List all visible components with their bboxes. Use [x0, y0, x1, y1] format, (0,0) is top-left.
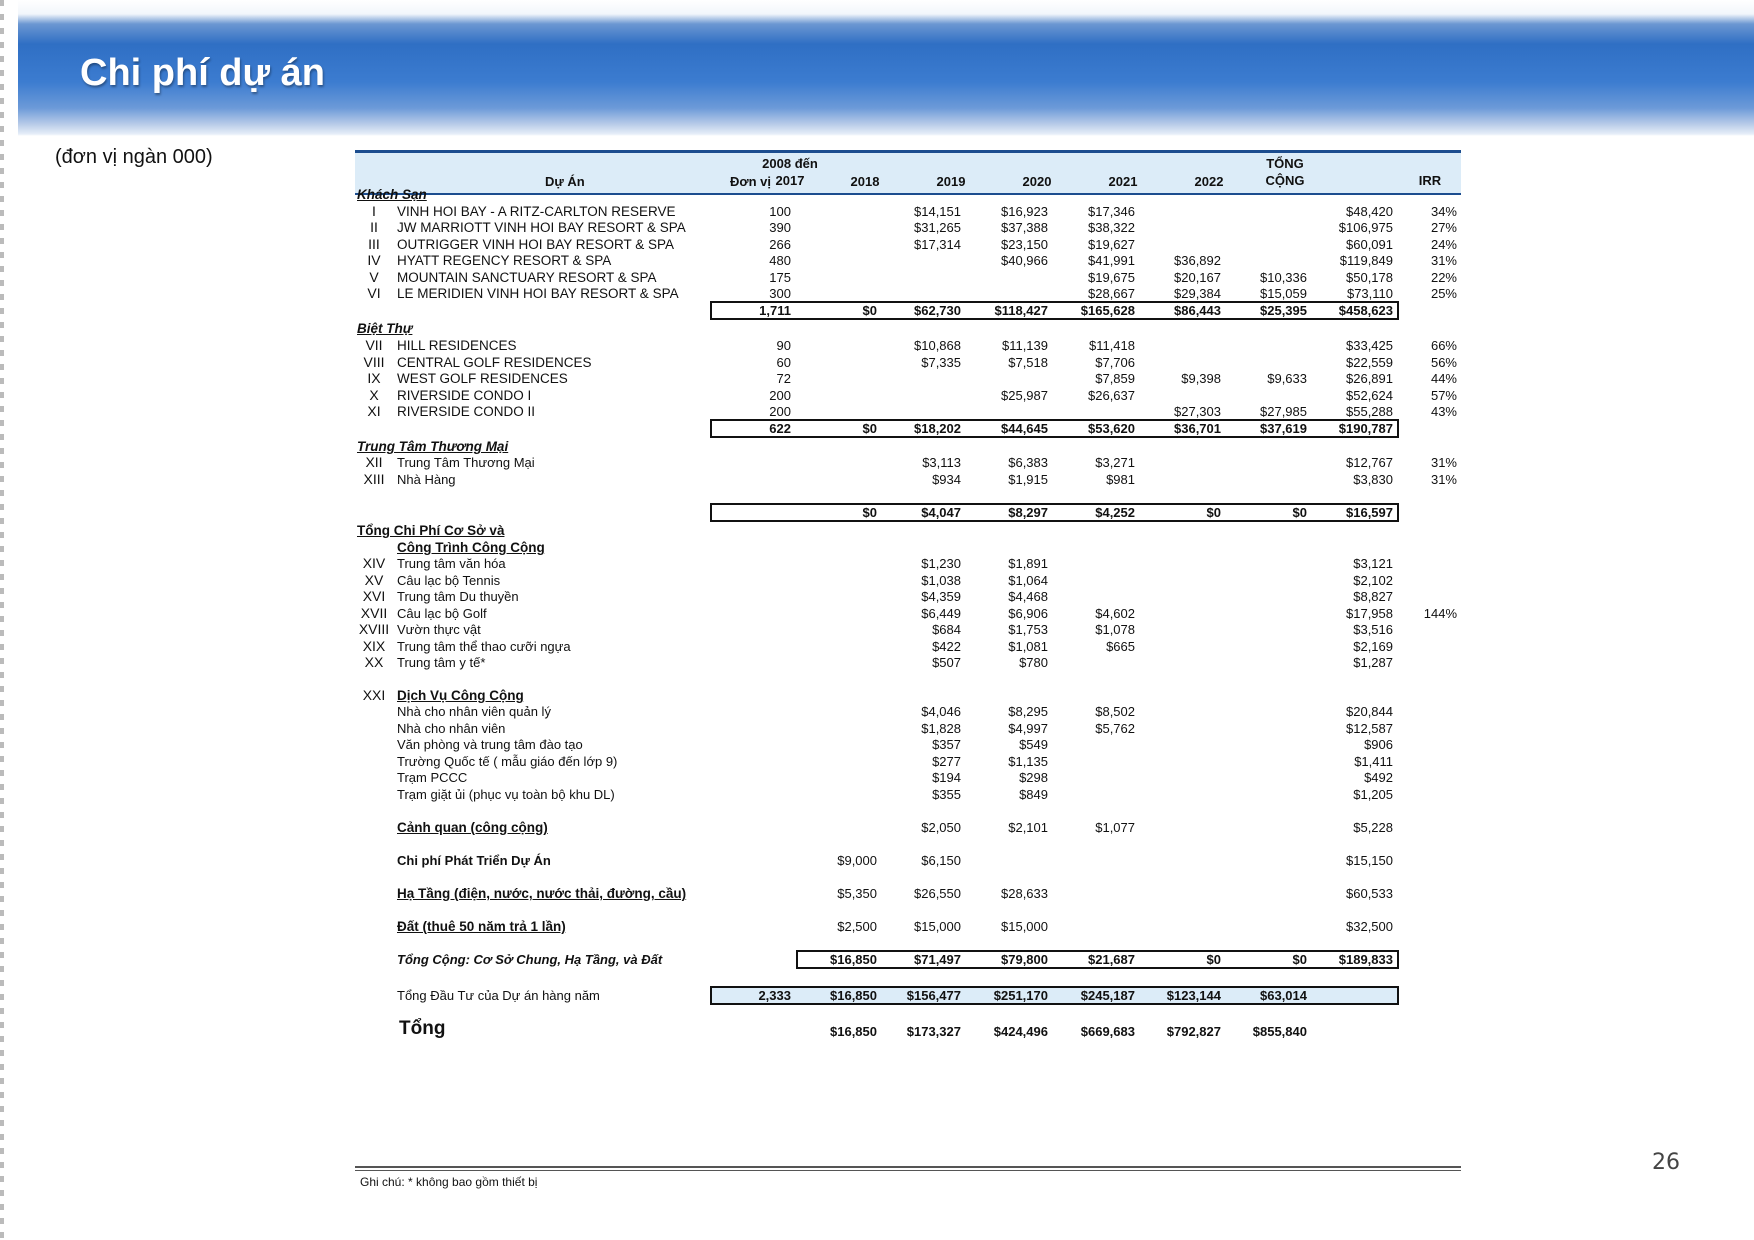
table-row: [355, 786, 1461, 803]
cell-v2020: $41,991: [1088, 253, 1135, 268]
cell-units: 100: [769, 204, 791, 219]
table-row: [355, 885, 1461, 902]
cell-v2008: $16,850: [830, 952, 877, 967]
cell-v2008: $2,500: [837, 919, 877, 934]
row-label: LE MERIDIEN VINH HOI BAY RESORT & SPA: [397, 286, 679, 301]
section-heading: Trung Tâm Thương Mại: [357, 439, 509, 454]
cell-v2022: $10,336: [1260, 270, 1307, 285]
header-2008-line1: 2008 đến: [762, 156, 818, 171]
row-label: MOUNTAIN SANCTUARY RESORT & SPA: [397, 270, 657, 285]
cell-v2018: $934: [932, 472, 961, 487]
cell-total: $3,516: [1353, 622, 1393, 637]
cell-v2018: $2,050: [921, 820, 961, 835]
row-roman-numeral: I: [372, 203, 376, 219]
cell-total: $2,102: [1353, 573, 1393, 588]
cell-total: $48,420: [1346, 204, 1393, 219]
cell-v2021: $20,167: [1174, 270, 1221, 285]
cell-v2018: $15,000: [914, 919, 961, 934]
cell-v2019: $16,923: [1001, 204, 1048, 219]
cell-total: $55,288: [1346, 404, 1393, 419]
cell-v2019: $11,139: [1001, 338, 1048, 353]
cell-total: $16,597: [1346, 505, 1393, 520]
cell-irr: 44%: [1430, 371, 1457, 386]
section-heading-row: [355, 320, 1461, 337]
row-label: Nhà Hàng: [397, 472, 456, 487]
table-row: [355, 555, 1461, 572]
row-label: Tổng Đầu Tư của Dự án hàng năm: [397, 988, 600, 1003]
cell-v2020: $1,077: [1095, 820, 1135, 835]
cell-total: $2,169: [1353, 639, 1393, 654]
cell-v2020: $8,502: [1095, 704, 1135, 719]
cell-total: $50,178: [1346, 270, 1393, 285]
cell-v2018: $1,230: [921, 556, 961, 571]
cell-v2018: $6,449: [921, 606, 961, 621]
cell-v2018: $4,047: [921, 505, 961, 520]
cell-total: $52,624: [1346, 388, 1393, 403]
cell-v2019: $37,388: [1001, 220, 1048, 235]
header-2022: 2022: [1194, 174, 1224, 189]
table-row: [355, 588, 1461, 605]
cell-v2018: $355: [932, 787, 961, 802]
row-label: CENTRAL GOLF RESIDENCES: [397, 355, 592, 370]
cell-units: 2,333: [758, 988, 791, 1003]
cell-irr: 31%: [1430, 253, 1457, 268]
cell-v2020: $165,628: [1080, 303, 1135, 318]
cell-total: $32,500: [1346, 919, 1393, 934]
row-roman-numeral: X: [369, 387, 379, 403]
cell-v2008: $16,850: [830, 988, 877, 1003]
row-label: Câu lạc bộ Tennis: [397, 573, 501, 588]
cell-v2019: $298: [1019, 770, 1048, 785]
row-label: Đất (thuê 50 năm trả 1 lần): [397, 919, 566, 934]
table-row: [355, 285, 1461, 302]
cell-units: 200: [769, 388, 791, 403]
section-heading-row: [355, 438, 1461, 455]
cell-units: 622: [769, 421, 791, 436]
row-roman-numeral: VIII: [363, 354, 385, 370]
table-row: [355, 621, 1461, 638]
cell-v2021: $29,384: [1174, 286, 1221, 301]
row-roman-numeral: IX: [367, 370, 381, 386]
cell-irr: 27%: [1430, 220, 1457, 235]
cell-v2020: $245,187: [1080, 988, 1135, 1003]
header-2018: 2018: [850, 174, 880, 189]
table-row: [355, 387, 1461, 404]
cell-irr: 25%: [1430, 286, 1457, 301]
cell-v2018: $357: [932, 737, 961, 752]
header-total-line2: CỘNG: [1265, 173, 1305, 188]
cell-v2019: $1,064: [1008, 573, 1048, 588]
row-roman-numeral: V: [369, 269, 379, 285]
table-row: [355, 403, 1461, 420]
cell-v2021: $0: [1206, 952, 1221, 967]
cell-v2019: $118,427: [994, 303, 1048, 318]
cell-irr: 144%: [1423, 606, 1457, 621]
cell-v2018: $422: [932, 639, 961, 654]
cell-v2018: $1,828: [921, 721, 961, 736]
cell-v2019: $1,891: [1008, 556, 1048, 571]
cell-irr: 31%: [1430, 472, 1457, 487]
header-2021: 2021: [1108, 174, 1138, 189]
cell-irr: 34%: [1430, 204, 1457, 219]
row-label: Chi phí Phát Triển Dự Án: [397, 853, 551, 868]
row-roman-numeral: XV: [364, 572, 384, 588]
cell-units: 175: [769, 270, 791, 285]
row-label: Trung Tâm Thương Mại: [397, 455, 535, 470]
cell-total: $60,533: [1346, 886, 1393, 901]
footnote: Ghi chú: * không bao gồm thiết bị: [360, 1175, 538, 1189]
cell-v2018: $6,150: [921, 853, 961, 868]
header-2008-line2: 2017: [775, 173, 805, 188]
cell-v2019: $251,170: [993, 988, 1048, 1003]
cell-v2022: $0: [1292, 952, 1307, 967]
cell-v2008: $16,850: [830, 1024, 877, 1039]
table-row: [355, 1018, 1461, 1040]
cell-v2019: $7,518: [1008, 355, 1048, 370]
row-roman-numeral: XVI: [362, 588, 386, 604]
row-roman-numeral: XIX: [362, 638, 386, 654]
cell-irr: 57%: [1430, 388, 1457, 403]
cell-v2018: $14,151: [914, 204, 961, 219]
cell-v2019: $780: [1019, 655, 1048, 670]
header-2019: 2019: [936, 174, 966, 189]
table-row: [355, 471, 1461, 488]
table-row: [355, 370, 1461, 387]
cell-v2021: $36,892: [1174, 253, 1221, 268]
table-row: [355, 236, 1461, 253]
cell-v2021: $27,303: [1174, 404, 1221, 419]
cell-v2008: $0: [862, 505, 877, 520]
cell-units: 480: [769, 253, 791, 268]
section-heading-row: [355, 186, 1461, 203]
cell-total: $119,849: [1339, 253, 1393, 268]
unit-note: (đơn vị ngàn 000): [55, 146, 213, 168]
cell-v2019: $6,383: [1008, 455, 1048, 470]
cell-v2019: $28,633: [1001, 886, 1048, 901]
cell-v2008: $0: [862, 421, 877, 436]
row-label: HYATT REGENCY RESORT & SPA: [397, 253, 612, 268]
header-project: Dự Án: [545, 174, 585, 189]
left-edge-dashes: [0, 0, 4, 1240]
row-roman-numeral: XVIII: [358, 621, 390, 637]
cell-v2018: $10,868: [914, 338, 961, 353]
row-roman-numeral: XVII: [360, 605, 388, 621]
subtotal-row: [355, 951, 1461, 968]
row-roman-numeral: XIV: [362, 555, 386, 571]
table-row: [355, 454, 1461, 471]
cell-v2008: $9,000: [837, 853, 877, 868]
cell-v2020: $4,252: [1095, 505, 1135, 520]
row-label: Hạ Tầng (điện, nước, nước thải, đường, cầu): [397, 886, 687, 901]
table-bottom-rule-2: [355, 1170, 1461, 1171]
cell-v2018: $7,335: [921, 355, 961, 370]
cell-v2018: $277: [932, 754, 961, 769]
cell-total: $60,091: [1346, 237, 1393, 252]
table-row: [355, 736, 1461, 753]
cell-v2018: $4,046: [921, 704, 961, 719]
row-label: Cảnh quan (công cộng): [397, 820, 548, 835]
cell-v2020: $11,418: [1088, 338, 1135, 353]
table-row: [355, 638, 1461, 655]
row-roman-numeral: II: [370, 219, 378, 235]
row-roman-numeral: IV: [367, 252, 381, 268]
subtotal-row: [355, 987, 1461, 1004]
cell-v2020: $38,322: [1088, 220, 1135, 235]
table-row: [355, 819, 1461, 836]
row-label: Dịch Vụ Công Cộng: [397, 688, 524, 703]
row-label: Tổng Cộng: Cơ Sở Chung, Hạ Tầng, và Đất: [397, 952, 663, 967]
cell-v2022: $27,985: [1260, 404, 1307, 419]
table-row: [355, 252, 1461, 269]
row-roman-numeral: VII: [365, 337, 383, 353]
cell-total: $458,623: [1338, 303, 1393, 318]
cell-v2019: $8,295: [1008, 704, 1048, 719]
cell-v2020: $1,078: [1095, 622, 1135, 637]
cell-v2019: $1,135: [1008, 754, 1048, 769]
cell-v2022: $9,633: [1267, 371, 1307, 386]
section-heading: Khách Sạn: [357, 187, 427, 202]
cell-v2021: $0: [1206, 505, 1221, 520]
row-roman-numeral: VI: [367, 285, 381, 301]
row-label: Trung tâm thể thao cưỡi ngựa: [397, 639, 571, 654]
cell-total: $106,975: [1338, 220, 1393, 235]
cell-v2020: $19,675: [1088, 270, 1135, 285]
cell-v2008: $0: [862, 303, 877, 318]
cell-units: 266: [769, 237, 791, 252]
cell-total: $22,559: [1346, 355, 1393, 370]
table-row: [355, 203, 1461, 220]
row-label: Nhà cho nhân viên: [397, 721, 506, 736]
table-row: [355, 918, 1461, 935]
cell-irr: 31%: [1430, 455, 1457, 470]
cell-irr: 56%: [1430, 355, 1457, 370]
row-label: RIVERSIDE CONDO II: [397, 404, 536, 419]
section-heading-row: [355, 522, 1461, 539]
cell-v2020: $21,687: [1088, 952, 1135, 967]
cell-v2019: $44,645: [1001, 421, 1048, 436]
table-row: [355, 720, 1461, 737]
page-number: 26: [1652, 1150, 1680, 1175]
header-total-line1: TỔNG: [1266, 156, 1304, 171]
row-roman-numeral: XII: [365, 454, 383, 470]
cell-v2018: $62,730: [914, 303, 961, 318]
cell-units: 300: [769, 286, 791, 301]
cell-total: $1,287: [1353, 655, 1393, 670]
cell-v2018: $18,202: [914, 421, 961, 436]
cell-v2019: $4,468: [1008, 589, 1048, 604]
cell-v2021: $123,144: [1166, 988, 1221, 1003]
cell-v2019: $4,997: [1008, 721, 1048, 736]
row-label: Trung tâm Du thuyền: [397, 589, 519, 604]
cell-total: $12,767: [1346, 455, 1393, 470]
cell-v2021: $86,443: [1174, 303, 1221, 318]
cell-v2018: $156,477: [906, 988, 961, 1003]
section-heading-row: [355, 539, 1461, 556]
cell-v2022: $25,395: [1260, 303, 1307, 318]
subtotal-row: [355, 504, 1461, 521]
cell-v2019: $1,081: [1008, 639, 1048, 654]
cell-total: $17,958: [1346, 606, 1393, 621]
row-label: OUTRIGGER VINH HOI BAY RESORT & SPA: [397, 237, 675, 252]
cell-v2020: $4,602: [1095, 606, 1135, 621]
header-banner: [18, 0, 1754, 136]
cell-total: $12,587: [1346, 721, 1393, 736]
cell-v2020: $981: [1106, 472, 1135, 487]
page-title: Chi phí dự án: [80, 52, 325, 94]
cell-v2020: $19,627: [1088, 237, 1135, 252]
row-label: HILL RESIDENCES: [397, 338, 517, 353]
row-label: RIVERSIDE CONDO I: [397, 388, 532, 403]
row-label: Nhà cho nhân viên quản lý: [397, 704, 551, 719]
cell-v2021: $36,701: [1174, 421, 1221, 436]
row-label: Câu lạc bộ Golf: [397, 606, 487, 621]
table-row: [355, 354, 1461, 371]
cell-total: $190,787: [1338, 421, 1393, 436]
cell-total: $3,121: [1353, 556, 1393, 571]
cell-v2019: $549: [1019, 737, 1048, 752]
cell-v2018: $1,038: [921, 573, 961, 588]
row-label: Trung tâm văn hóa: [397, 556, 506, 571]
table-row: [355, 572, 1461, 589]
cell-v2020: $7,706: [1095, 355, 1135, 370]
cell-v2019: $23,150: [1001, 237, 1048, 252]
row-roman-numeral: XXI: [362, 687, 386, 703]
row-label: Văn phòng và trung tâm đào tạo: [397, 737, 583, 752]
cell-total: $8,827: [1353, 589, 1393, 604]
cell-total: $1,205: [1353, 787, 1393, 802]
cell-v2022: $15,059: [1260, 286, 1307, 301]
table-row: [355, 753, 1461, 770]
cell-v2018: $684: [932, 622, 961, 637]
row-label: JW MARRIOTT VINH HOI BAY RESORT & SPA: [397, 220, 686, 235]
row-roman-numeral: XI: [367, 403, 381, 419]
cell-total: $492: [1364, 770, 1393, 785]
row-roman-numeral: III: [368, 236, 380, 252]
table-row: [355, 337, 1461, 354]
row-roman-numeral: XX: [364, 654, 384, 670]
cell-v2018: $194: [932, 770, 961, 785]
row-roman-numeral: XIII: [363, 471, 385, 487]
subtotal-row: [355, 420, 1461, 437]
cell-total: $20,844: [1346, 704, 1393, 719]
cell-v2019: $79,800: [1001, 952, 1048, 967]
cell-irr: 22%: [1430, 270, 1457, 285]
cell-v2020: $17,346: [1088, 204, 1135, 219]
cell-v2018: $71,497: [914, 952, 961, 967]
table-row: [355, 852, 1461, 869]
row-label: Vườn thực vật: [397, 622, 481, 637]
row-label: Trạm PCCC: [397, 770, 468, 785]
cell-v2020: $28,667: [1088, 286, 1135, 301]
cell-v2020: $7,859: [1095, 371, 1135, 386]
cell-units: 72: [776, 371, 791, 386]
table-row: [355, 703, 1461, 720]
header-irr: IRR: [1418, 173, 1442, 188]
cell-v2021: $9,398: [1181, 371, 1221, 386]
row-label: Tổng: [399, 1018, 446, 1039]
cell-v2018: $26,550: [914, 886, 961, 901]
cell-total: $906: [1364, 737, 1393, 752]
cell-v2018: $3,113: [922, 455, 961, 470]
cell-v2018: $17,314: [914, 237, 961, 252]
cell-v2018: $507: [932, 655, 961, 670]
cell-total: $3,830: [1353, 472, 1393, 487]
cell-units: 60: [776, 355, 791, 370]
cell-units: 390: [769, 220, 791, 235]
cell-irr: 43%: [1430, 404, 1457, 419]
row-label: WEST GOLF RESIDENCES: [397, 371, 568, 386]
cell-v2008: $5,350: [837, 886, 877, 901]
cell-v2019: $1,915: [1008, 472, 1048, 487]
header-2020: 2020: [1022, 174, 1052, 189]
cell-v2022: $855,840: [1252, 1024, 1307, 1039]
cell-irr: 66%: [1430, 338, 1457, 353]
row-label: Trường Quốc tế ( mẫu giáo đến lớp 9): [397, 754, 618, 769]
cell-total: $1,411: [1354, 754, 1393, 769]
cell-v2020: $669,683: [1080, 1024, 1135, 1039]
cell-total: $189,833: [1338, 952, 1393, 967]
cell-v2019: $849: [1019, 787, 1048, 802]
subtotal-row: [355, 302, 1461, 319]
cell-v2018: $173,327: [906, 1024, 961, 1039]
cell-total: $26,891: [1346, 371, 1393, 386]
cell-units: 200: [769, 404, 791, 419]
row-label: Trạm giặt ủi (phục vụ toàn bộ khu DL): [397, 787, 615, 802]
cell-v2019: $1,753: [1008, 622, 1048, 637]
cell-irr: 24%: [1430, 237, 1457, 252]
cell-total: $15,150: [1346, 853, 1393, 868]
header-units: Đơn vị: [730, 174, 772, 189]
table-bottom-rule: [355, 1166, 1461, 1168]
cell-v2019: $424,496: [993, 1024, 1048, 1039]
cell-total: $33,425: [1346, 338, 1393, 353]
cell-v2022: $37,619: [1260, 421, 1307, 436]
section-heading: Tổng Chi Phí Cơ Sở và: [357, 523, 505, 538]
section-heading: Biệt Thự: [357, 321, 413, 336]
section-heading: Công Trình Công Cộng: [397, 540, 545, 555]
cell-v2019: $15,000: [1001, 919, 1048, 934]
cell-v2020: $53,620: [1088, 421, 1135, 436]
table-row: [355, 769, 1461, 786]
cell-total: $73,110: [1346, 286, 1393, 301]
cell-total: $5,228: [1353, 820, 1393, 835]
cell-units: 1,711: [759, 303, 791, 318]
cell-v2019: $2,101: [1008, 820, 1048, 835]
table-row: [355, 219, 1461, 236]
cell-v2020: $665: [1106, 639, 1135, 654]
cell-v2021: $792,827: [1166, 1024, 1221, 1039]
cell-v2019: $25,987: [1001, 388, 1048, 403]
row-label: VINH HOI BAY - A RITZ-CARLTON RESERVE: [397, 204, 676, 219]
cell-v2022: $63,014: [1260, 988, 1307, 1003]
cell-units: 90: [776, 338, 791, 353]
table-row: [355, 654, 1461, 671]
table-row: [355, 269, 1461, 286]
cell-v2022: $0: [1292, 505, 1307, 520]
cell-v2019: $8,297: [1008, 505, 1048, 520]
cell-v2020: $5,762: [1095, 721, 1135, 736]
row-label: Trung tâm y tế*: [397, 655, 486, 670]
cell-v2018: $4,359: [921, 589, 961, 604]
cell-v2019: $40,966: [1001, 253, 1048, 268]
cell-v2020: $3,271: [1095, 455, 1135, 470]
cell-v2019: $6,906: [1008, 606, 1048, 621]
cell-v2020: $26,637: [1088, 388, 1135, 403]
table-row: [355, 687, 1461, 704]
cell-v2018: $31,265: [914, 220, 961, 235]
table-row: [355, 605, 1461, 622]
